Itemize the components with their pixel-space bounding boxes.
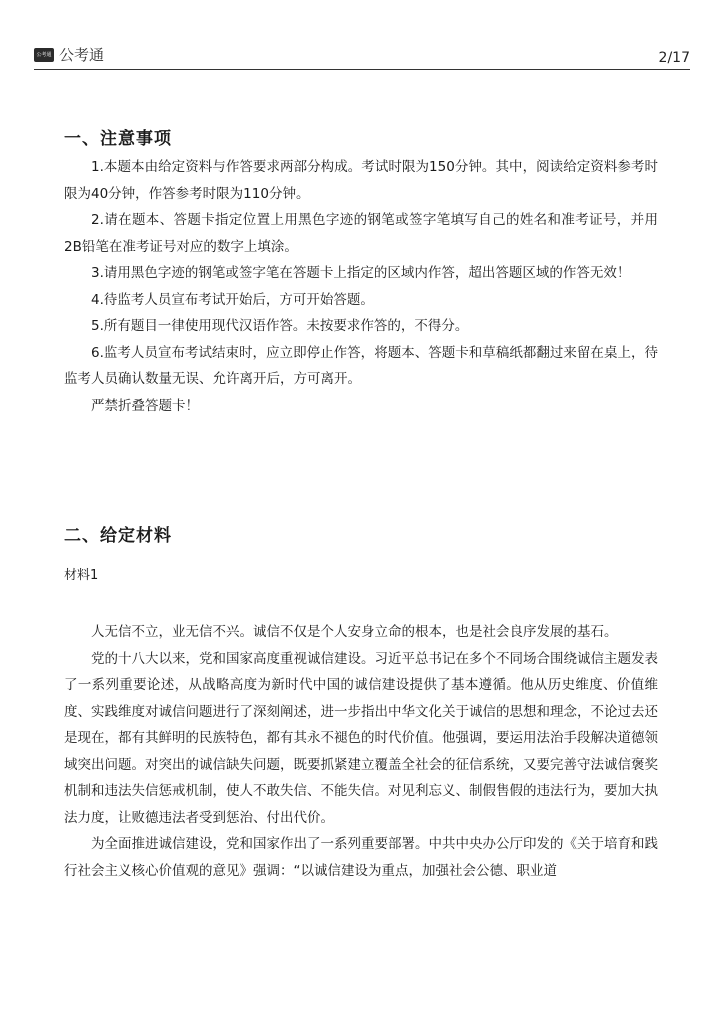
notes-item: 1.本题本由给定资料与作答要求两部分构成。考试时限为150分钟。其中，阅读给定资料参考时限为40分钟，作答参考时限为110分钟。	[64, 159, 658, 202]
page-number: 2/17	[658, 50, 690, 66]
material-paragraph: 为全面推进诚信建设，党和国家作出了一系列重要部署。中共中央办公厅印发的《关于培育和践行社会主义核心价值观的意见》强调：“以诚信建设为重点，加强社会公德、职业道	[64, 836, 658, 879]
spacer	[64, 419, 658, 521]
brand-logo	[34, 46, 104, 64]
logo-mark-icon: 公考通	[34, 48, 54, 62]
notes-item: 6.监考人员宣布考试结束时，应立即停止作答，将题本、答题卡和草稿纸都翻过来留在桌上，待监考人员确认数量无误、允许离开后，方可离开。	[64, 344, 658, 387]
notes-item: 2.请在题本、答题卡指定位置上用黑色字迹的钢笔或签字笔填写自己的姓名和准考证号，并用2B铅笔在准考证号对应的数字上填涂。	[64, 212, 658, 255]
section-title-notes: 一、注意事项	[64, 129, 172, 149]
page-header	[34, 44, 690, 70]
document-body	[64, 124, 658, 884]
notes-item: 4.待监考人员宣布考试开始后，方可开始答题。	[91, 291, 374, 308]
material-label: 材料1	[64, 568, 99, 583]
material-paragraph: 人无信不立，业无信不兴。诚信不仅是个人安身立命的根本，也是社会良序发展的基石。	[91, 624, 618, 640]
brand-name: 公考通	[59, 46, 105, 64]
section-title-materials: 二、给定材料	[64, 526, 172, 546]
notes-item: 5.所有题目一律使用现代汉语作答。未按要求作答的，不得分。	[91, 318, 469, 334]
notes-item: 3.请用黑色字迹的钢笔或签字笔在答题卡上指定的区域内作答，超出答题区域的作答无效！	[91, 265, 631, 281]
material-paragraph: 党的十八大以来，党和国家高度重视诚信建设。习近平总书记在多个不同场合围绕诚信主题发表了一系列重要论述，从战略高度为新时代中国的诚信建设提供了基本遵循。他从历史维度、价值维度、实践维度对诚信问题进行了深刻阐述，进一步指出中华文化关于诚信的思想和理念，不论过去还是现在，都有其鲜明的民族特色，都有其永不褪色的时代价值。他强调，要运用法治手段解决道德领域突出问题。对突出的诚信缺失问题，既要抓紧建立覆盖全社会的征信系统，又要完善守法诚信褒奖机制和违法失信惩戒机制，使人不敢失信、不能失信。对见利忘义、制假售假的违法行为，要加大执法力度，让败德违法者受到惩治、付出代价。	[64, 650, 658, 826]
notes-warning: 严禁折叠答题卡！	[91, 397, 199, 414]
header-divider	[34, 69, 690, 70]
